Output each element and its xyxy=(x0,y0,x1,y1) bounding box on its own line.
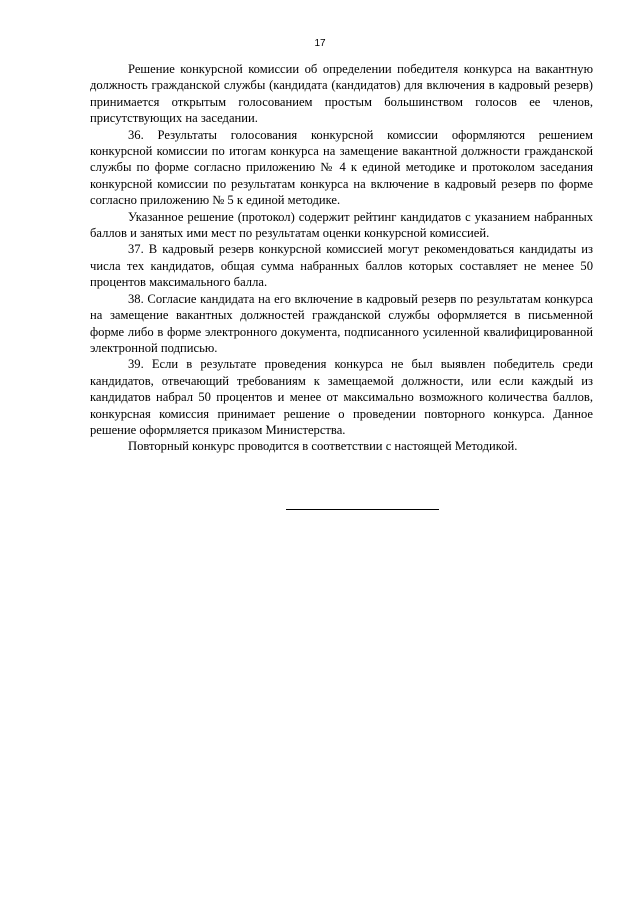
paragraph-rating: Указанное решение (протокол) содержит рейтинг кандидатов с указанием набранных баллов и занятых ими мест по результатам оценки конкурсной комиссией. xyxy=(90,209,593,241)
paragraph-37: 37. В кадровый резерв конкурсной комиссией могут рекомендоваться кандидаты из числа тех кандидатов, общая сумма набранных баллов которых составляет не менее 50 процентов максимального балла. xyxy=(90,242,593,290)
end-of-document-rule xyxy=(286,509,439,510)
page-number: 17 xyxy=(314,38,326,49)
body-text xyxy=(90,61,593,455)
paragraph-repeat-contest: Повторный конкурс проводится в соответствии с настоящей Методикой. xyxy=(128,439,518,454)
paragraph-39: 39. Если в результате проведения конкурса не был выявлен победитель среди кандидатов, отвечающий требованиям к замещаемой должности, или если каждый из кандидатов набрал 50 процентов и менее от максимально возможного количества баллов, конкурсная комиссия принимает решение о проведении повторного конкурса. Данное решение оформляется приказом Министерства. xyxy=(90,357,593,437)
paragraph-38: 38. Согласие кандидата на его включение в кадровый резерв по результатам конкурса на замещение вакантных должностей гражданской службы оформляется в письменной форме либо в форме электронного документа, подписанного усиленной квалифицированной электронной подписью. xyxy=(90,291,593,355)
paragraph-36: 36. Результаты голосования конкурсной комиссии оформляются решением конкурсной комиссии по итогам конкурса на замещение вакантной должности гражданской службы по форме согласно приложению № 4 к единой методике и протоколом заседания конкурсной комиссии по результатам конкурса на включение в кадровый резерв по форме согласно приложению № 5 к единой методике. xyxy=(90,127,593,208)
paragraph-voting-decision: Решение конкурсной комиссии об определении победителя конкурса на вакантную должность гражданской службы (кандидата (кандидатов) для включения в кадровый резерв) принимается открытым голосованием простым большинством голосов ее членов, присутствующих на заседании. xyxy=(90,62,593,126)
